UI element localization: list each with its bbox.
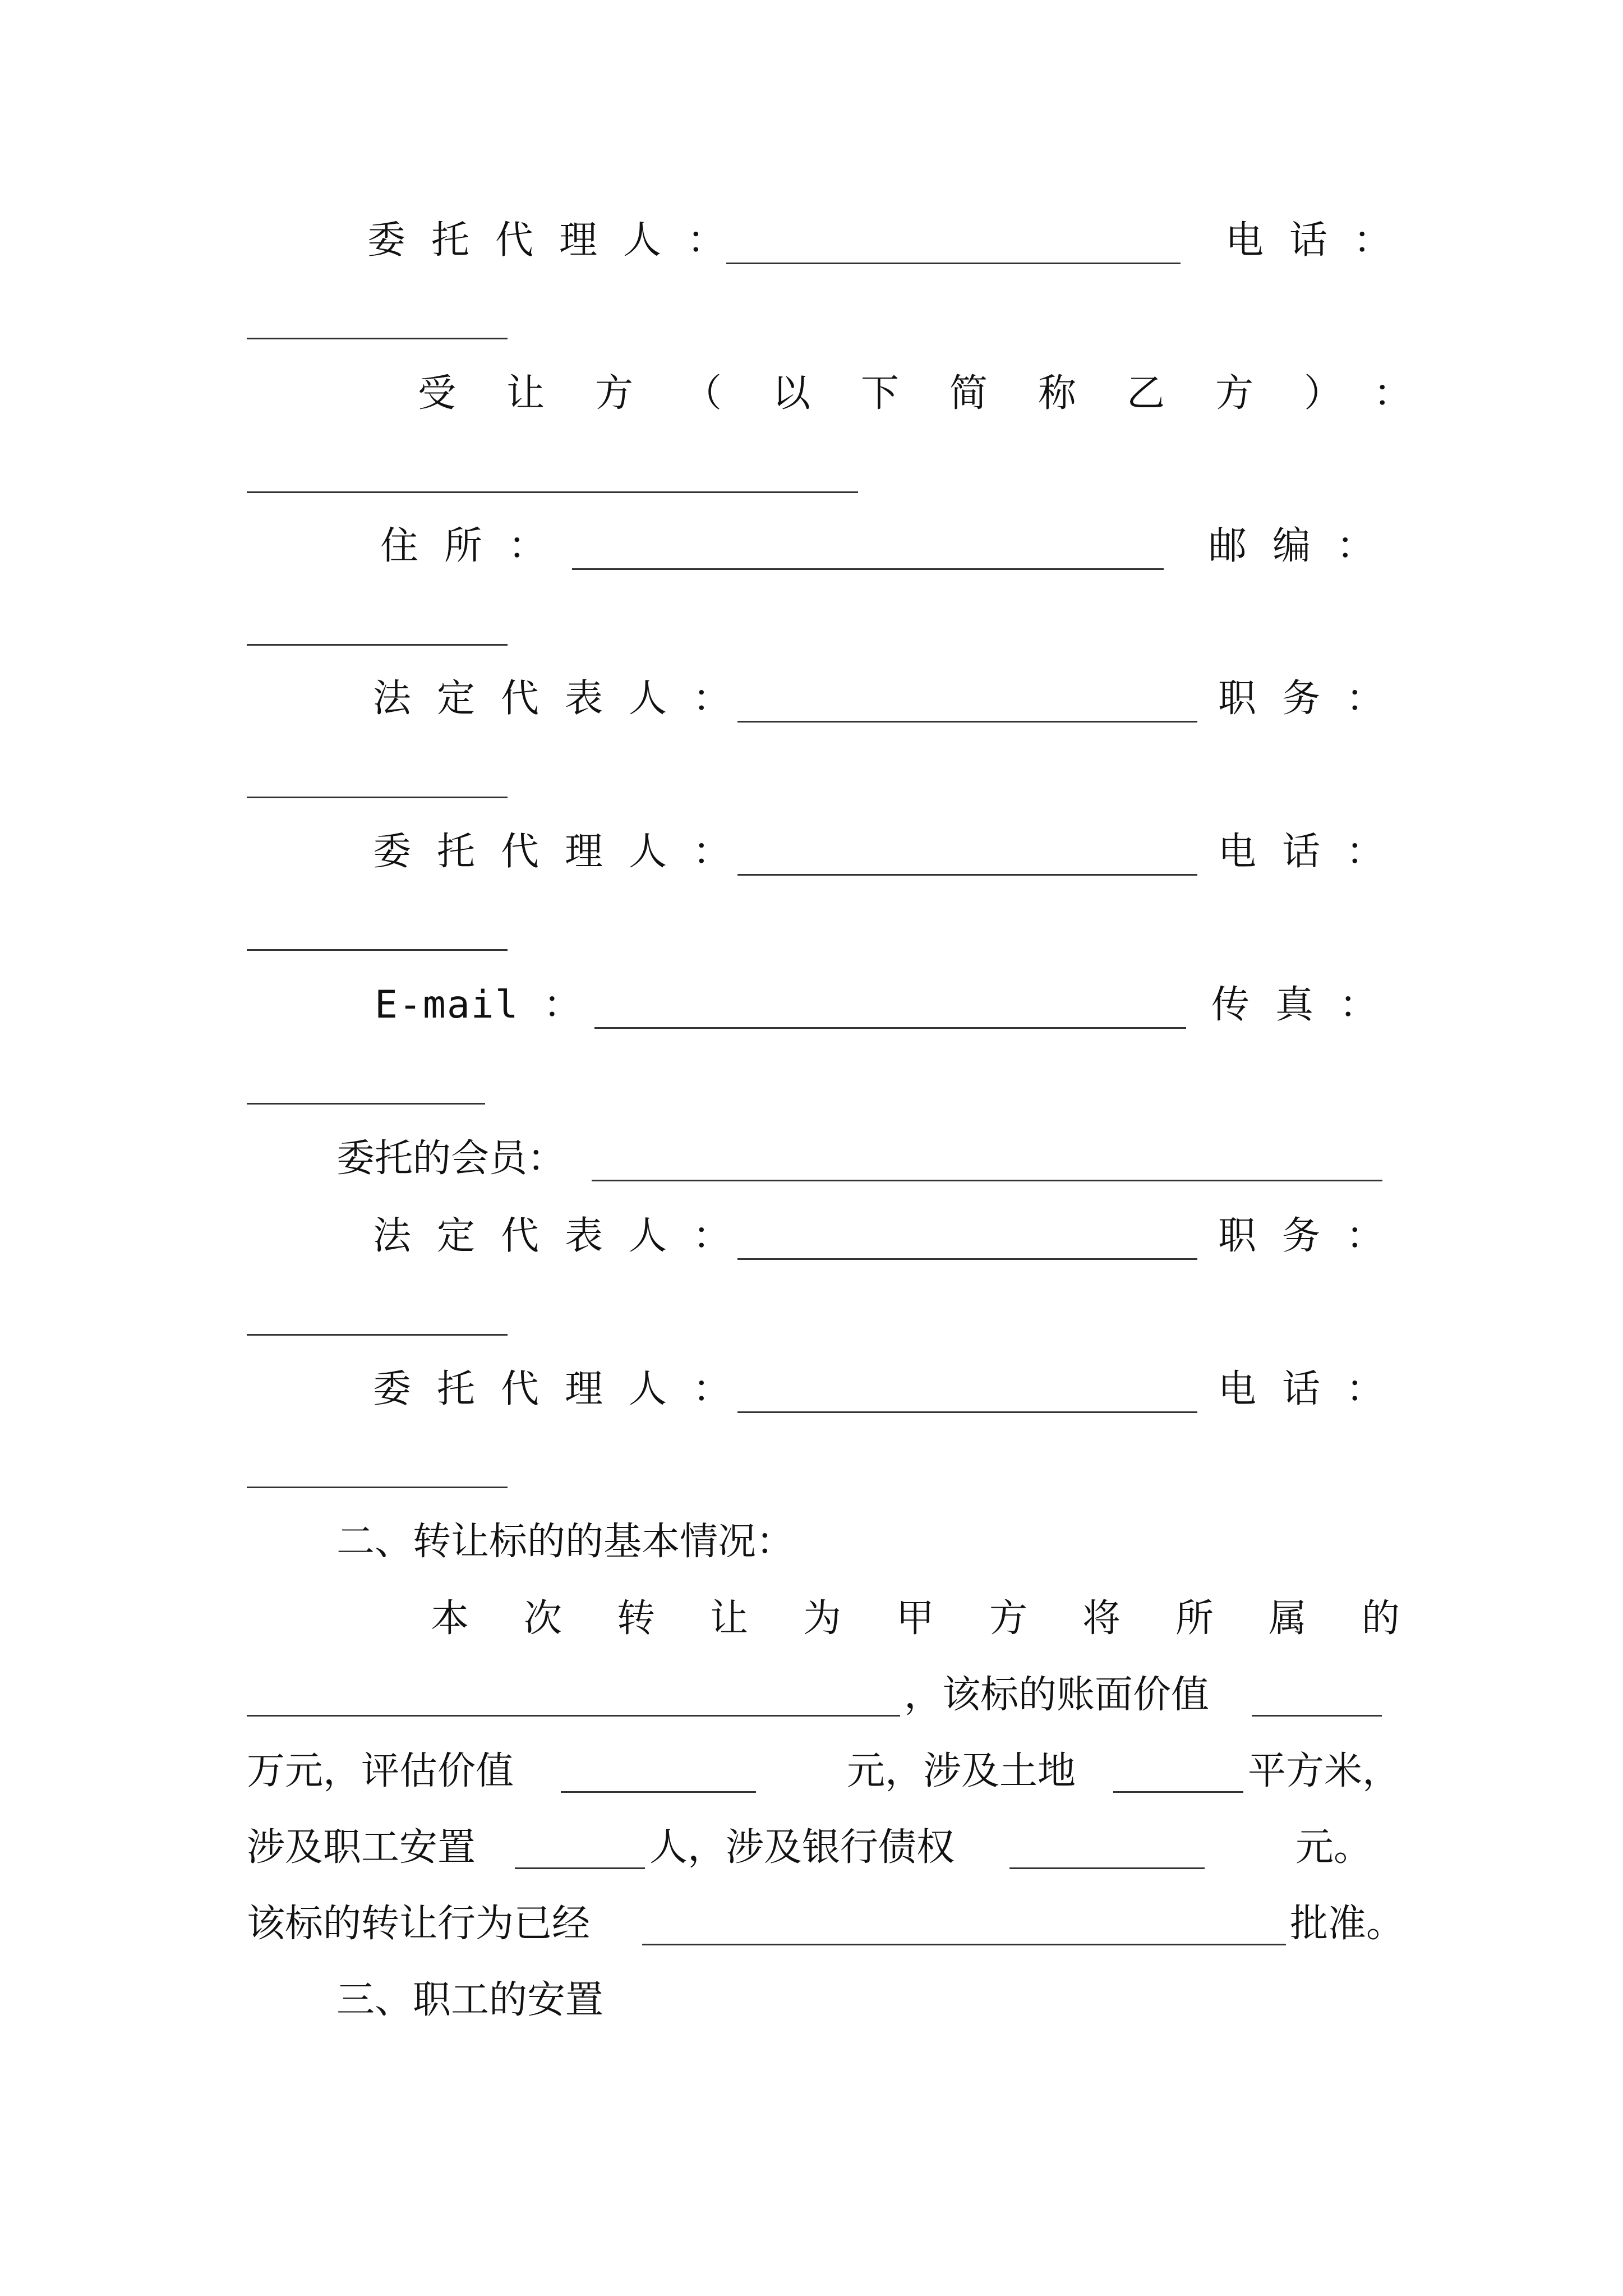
appraised-value-blank[interactable] <box>561 1791 756 1793</box>
legal-rep-label: 法定代表人： <box>373 677 757 721</box>
section2-line2: ，该标的账面价值 <box>904 1673 1210 1717</box>
subject-blank[interactable] <box>247 1715 900 1717</box>
staff-count-blank[interactable] <box>515 1867 645 1869</box>
section2-line5b: 批准。 <box>1290 1902 1405 1946</box>
section2-line4a: 涉及职工安置 <box>247 1825 476 1870</box>
position-blank[interactable] <box>247 797 508 798</box>
phone-label: 电话： <box>1225 218 1418 263</box>
agent-blank-b[interactable] <box>737 874 1197 876</box>
section2-line3b: 元，涉及土地 <box>847 1749 1076 1793</box>
member-phone-blank[interactable] <box>247 1487 508 1488</box>
section2-line3c: 平方米， <box>1248 1749 1401 1793</box>
section2-line3a: 万元，评估价值 <box>247 1749 514 1793</box>
address-label: 住所： <box>380 524 573 568</box>
agent-label: 委托代理人： <box>367 218 751 263</box>
section2-line1: 本次转让为甲方将所属的 <box>431 1596 1455 1641</box>
phone-blank[interactable] <box>247 338 508 339</box>
party-b-name-blank[interactable] <box>247 491 858 493</box>
approval-authority-blank[interactable] <box>642 1944 1286 1945</box>
agent-blank[interactable] <box>726 263 1181 264</box>
phone-blank-b[interactable] <box>247 949 508 951</box>
land-area-blank[interactable] <box>1113 1791 1243 1793</box>
postcode-label: 邮编： <box>1209 524 1401 568</box>
member-phone-label: 电话： <box>1218 1367 1410 1411</box>
bank-claim-blank[interactable] <box>1009 1867 1205 1869</box>
phone-label-b: 电话： <box>1218 830 1410 874</box>
member-agent-blank[interactable] <box>737 1411 1197 1413</box>
member-heading: 委托的会员： <box>336 1137 566 1181</box>
member-legal-rep-label: 法定代表人： <box>373 1214 757 1258</box>
member-agent-label: 委托代理人： <box>373 1367 757 1411</box>
section2-line4b: 人，涉及银行债权 <box>649 1825 955 1870</box>
legal-rep-blank[interactable] <box>737 721 1197 723</box>
position-label: 职务： <box>1218 677 1410 721</box>
section2-line4c: 元。 <box>1295 1825 1372 1870</box>
fax-blank[interactable] <box>247 1103 485 1105</box>
section3-heading: 三、职工的安置 <box>336 1978 604 2022</box>
member-position-blank[interactable] <box>247 1334 508 1336</box>
book-value-blank[interactable] <box>1252 1715 1382 1717</box>
fax-label: 传真： <box>1211 983 1404 1027</box>
email-label: E-mail ： <box>375 983 583 1027</box>
section2-heading: 二、转让标的的基本情况： <box>336 1520 795 1564</box>
email-blank[interactable] <box>594 1027 1186 1029</box>
member-legal-rep-blank[interactable] <box>737 1258 1197 1260</box>
member-position-label: 职务： <box>1218 1214 1410 1258</box>
address-blank[interactable] <box>572 568 1164 570</box>
member-blank[interactable] <box>592 1180 1382 1181</box>
agent-label-b: 委托代理人： <box>373 830 757 874</box>
party-b-heading: 受让方（以下简称乙方）： <box>418 371 1463 416</box>
postcode-blank[interactable] <box>247 644 508 646</box>
section2-line5a: 该标的转让行为已经 <box>247 1902 591 1946</box>
